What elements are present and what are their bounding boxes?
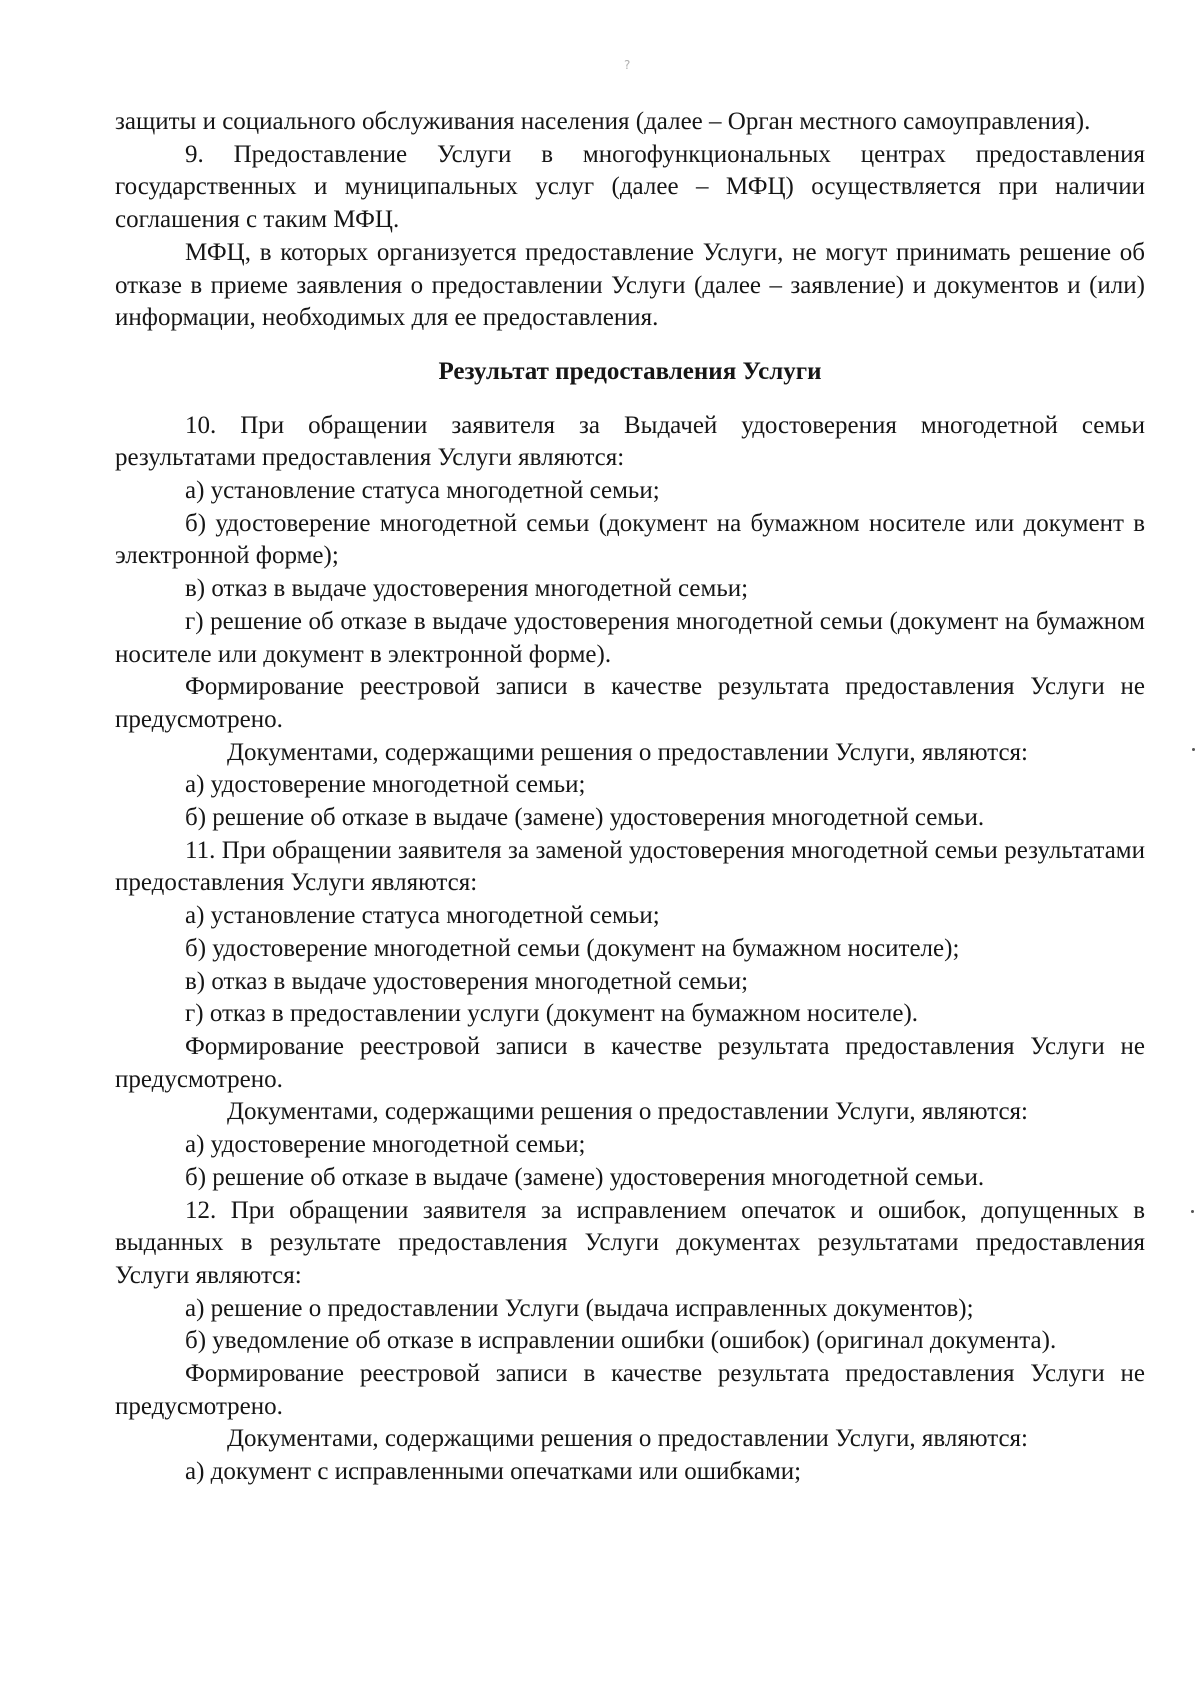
scan-speck (1192, 748, 1195, 751)
list-item: б) решение об отказе в выдаче (замене) удостоверения многодетной семьи. (185, 1163, 985, 1191)
paragraph: Формирование реестровой записи в качестве результата предоставления Услуги не предусмотрено. (115, 1360, 1145, 1420)
paragraph: Документами, содержащими решения о предоставлении Услуги, являются: (227, 1098, 1028, 1126)
paragraph: 9. Предоставление Услуги в многофункциональных центрах предоставления государственных и муниципальных услуг (далее – МФЦ) осуществляется при наличии соглашения с таким МФЦ. (115, 140, 1145, 234)
list-item: в) отказ в выдаче удостоверения многодетной семьи; (185, 967, 749, 995)
paragraph: Формирование реестровой записи в качестве результата предоставления Услуги не предусмотрено. (115, 1032, 1145, 1093)
list-item: а) удостоверение многодетной семьи; (185, 771, 586, 799)
list-item: в) отказ в выдаче удостоверения многодетной семьи; (185, 575, 749, 603)
document-body (115, 106, 1145, 1489)
list-item: б) удостоверение многодетной семьи (документ на бумажном носителе); (185, 934, 960, 962)
paragraph: 11. При обращении заявителя за заменой удостоверения многодетной семьи результатами предоставления Услуги являются: (115, 836, 1145, 897)
scan-speck (1191, 1210, 1194, 1213)
paragraph: Документами, содержащими решения о предоставлении Услуги, являются: (227, 738, 1028, 766)
list-item: а) удостоверение многодетной семьи; (185, 1131, 586, 1159)
page-mark: ? (624, 58, 631, 72)
list-item: а) установление статуса многодетной семьи; (185, 902, 660, 930)
list-item: а) документ с исправленными опечатками или ошибками; (185, 1458, 802, 1486)
paragraph: 10. При обращении заявителя за Выдачей удостоверения многодетной семьи результатами предоставления Услуги являются: (115, 411, 1145, 472)
paragraph: защиты и социального обслуживания населения (далее – Орган местного самоуправления). (115, 108, 1091, 135)
paragraph: МФЦ, в которых организуется предоставление Услуги, не могут принимать решение об отказе в приеме заявления о предоставлении Услуги (далее – заявление) и документов и (или) информации, необходимых для ее предоставления. (115, 238, 1145, 332)
list-item: г) отказ в предоставлении услуги (документ на бумажном носителе). (185, 1000, 919, 1028)
list-item: г) решение об отказе в выдаче удостоверения многодетной семьи (документ на бумажном носителе или документ в электронной форме). (115, 607, 1145, 668)
paragraph: Документами, содержащими решения о предоставлении Услуги, являются: (227, 1425, 1028, 1453)
paragraph: Формирование реестровой записи в качестве результата предоставления Услуги не предусмотрено. (115, 673, 1145, 733)
section-heading: Результат предоставления Услуги (438, 357, 822, 385)
list-item: а) решение о предоставлении Услуги (выдача исправленных документов); (185, 1294, 974, 1322)
list-item: б) решение об отказе в выдаче (замене) удостоверения многодетной семьи. (185, 804, 985, 832)
list-item: а) установление статуса многодетной семьи; (185, 477, 660, 505)
paragraph: 12. При обращении заявителя за исправлением опечаток и ошибок, допущенных в выданных в результате предоставления Услуги документах результатами предоставления Услуги являются: (115, 1196, 1145, 1289)
list-item: б) уведомление об отказе в исправлении ошибки (ошибок) (оригинал документа). (185, 1327, 1057, 1355)
list-item: б) удостоверение многодетной семьи (документ на бумажном носителе или документ в электронной форме); (115, 509, 1145, 570)
